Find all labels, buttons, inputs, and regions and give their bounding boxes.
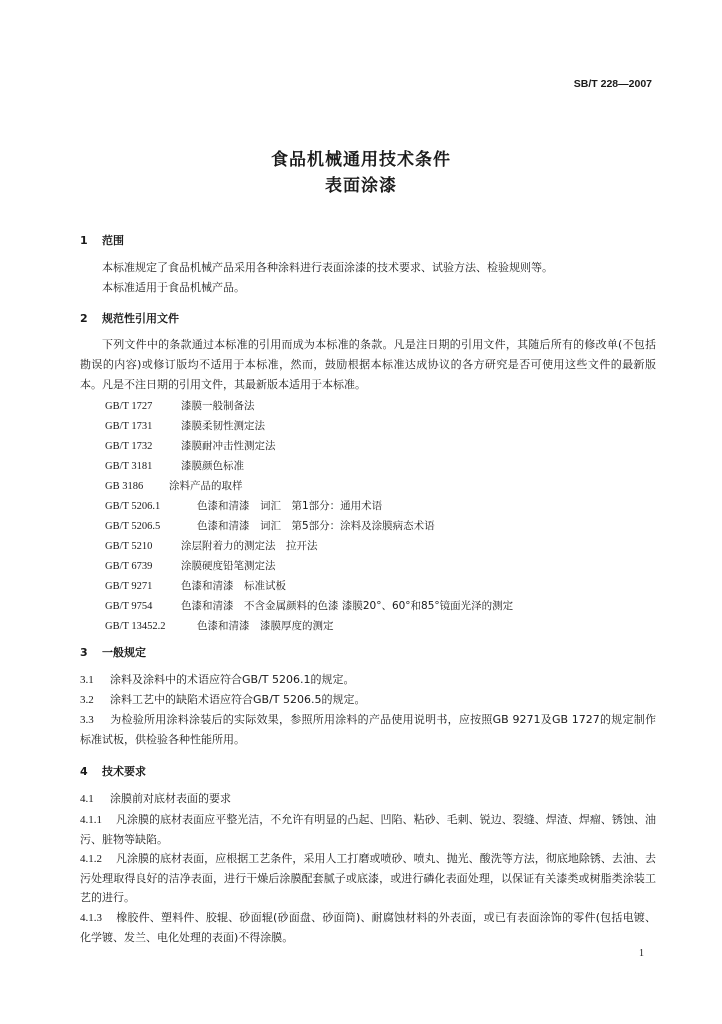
- scope-paragraph-1: 本标准规定了食品机械产品采用各种涂料进行表面涂漆的技术要求、试验方法、检验规则等。: [102, 261, 553, 274]
- subsection-heading-4-1: [80, 790, 231, 806]
- section-heading-normative-references: [80, 310, 179, 326]
- reference-code: GB/T 13452.2: [105, 621, 166, 632]
- clause-number: 4.1.3: [80, 912, 102, 924]
- reference-code: GB/T 9754: [105, 601, 153, 612]
- reference-title: 色漆和清漆 漆膜厚度的测定: [197, 620, 334, 632]
- clause-number: 3.2: [80, 694, 94, 706]
- reference-item: [105, 458, 244, 473]
- section-number: 2: [80, 312, 88, 325]
- section-number: 3: [80, 646, 88, 659]
- subsection-title: 涂膜前对底材表面的要求: [110, 792, 231, 805]
- reference-code: GB/T 5206.1: [105, 501, 161, 512]
- reference-code: GB/T 5210: [105, 541, 153, 552]
- clause-text: 凡涂膜的底材表面应平整光洁，不允许有明显的凸起、凹陷、粘砂、毛刺、锐边、裂缝、焊渣、焊瘤、锈蚀、油污、脏物等缺陷。: [80, 813, 656, 846]
- reference-title: 漆膜一般制备法: [181, 400, 255, 412]
- clause-text: 橡胶件、塑料件、胶辊、砂面辊(砂面盘、砂面筒)、耐腐蚀材料的外表面，或已有表面涂饰的零件(包括电镀、化学镀、发兰、电化处理的表面)不得涂膜。: [80, 911, 656, 944]
- document-title: 食品机械通用技术条件: [271, 150, 451, 170]
- reference-title: 色漆和清漆 标准试板: [181, 580, 286, 592]
- reference-title: 涂层附着力的测定法 拉开法: [181, 540, 318, 552]
- section-title: 规范性引用文件: [102, 312, 179, 325]
- clause-text: 涂料工艺中的缺陷术语应符合GB/T 5206.5的规定。: [110, 693, 366, 706]
- clause-number: 4.1: [80, 793, 94, 805]
- section-heading-scope: [80, 232, 124, 248]
- reference-item: [105, 478, 243, 493]
- reference-item: [105, 538, 318, 553]
- standard-code: SB/T 228—2007: [573, 78, 652, 90]
- clause-4-1-2: [80, 849, 656, 907]
- references-intro: 下列文件中的条款通过本标准的引用而成为本标准的条款。凡是注日期的引用文件，其随后所有的修改单(不包括勘误的内容)或修订版均不适用于本标准，然而，鼓励根据本标准达成协议的各方研究是否可使用这些文件的最新版本。凡是不注日期的引用文件，其最新版本适用于本标准。: [80, 338, 656, 391]
- reference-item: [105, 578, 286, 593]
- clause-4-1-3: [80, 908, 656, 947]
- reference-code: GB/T 6739: [105, 561, 153, 572]
- reference-title: 漆膜颜色标准: [181, 460, 244, 472]
- reference-title: 涂料产品的取样: [169, 480, 243, 492]
- clause-number: 4.1.2: [80, 853, 102, 865]
- reference-item: [105, 418, 265, 433]
- clause-4-1-1: [80, 810, 656, 849]
- reference-code: GB/T 1731: [105, 421, 153, 432]
- clause-3-3: [80, 710, 656, 749]
- clause-text: 涂料及涂料中的术语应符合GB/T 5206.1的规定。: [110, 673, 355, 686]
- reference-code: GB/T 5206.5: [105, 521, 161, 532]
- reference-code: GB 3186: [105, 481, 144, 492]
- reference-item: [105, 498, 382, 513]
- clause-number: 4.1.1: [80, 814, 102, 826]
- reference-title: 涂膜硬度铅笔测定法: [181, 560, 276, 572]
- section-number: 1: [80, 234, 88, 247]
- reference-title: 色漆和清漆 不含金属颜料的色漆 漆膜20°、60°和85°镜面光泽的测定: [181, 600, 514, 612]
- page-number: 1: [639, 948, 644, 959]
- scope-paragraph-2: 本标准适用于食品机械产品。: [102, 281, 245, 294]
- reference-title: 漆膜耐冲击性测定法: [181, 440, 276, 452]
- clause-3-1: [80, 670, 656, 690]
- reference-title: 色漆和清漆 词汇 第1部分：通用术语: [197, 500, 383, 512]
- clause-text: 为检验所用涂料涂装后的实际效果，参照所用涂料的产品使用说明书，应按照GB 9271及GB 1727的规定制作标准试板，供检验各种性能所用。: [80, 713, 656, 746]
- reference-item: [105, 438, 276, 453]
- reference-code: GB/T 9271: [105, 581, 153, 592]
- document-subtitle: 表面涂漆: [325, 176, 397, 196]
- section-number: 4: [80, 765, 88, 778]
- reference-title: 色漆和清漆 词汇 第5部分：涂料及涂膜病态术语: [197, 520, 435, 532]
- reference-title: 漆膜柔韧性测定法: [181, 420, 265, 432]
- section-title: 范围: [102, 234, 124, 247]
- clause-text: 凡涂膜的底材表面，应根据工艺条件，采用人工打磨或喷砂、喷丸、抛光、酸洗等方法，彻底地除锈、去油、去污处理取得良好的洁净表面，进行干燥后涂膜配套腻子或底漆，或进行磷化表面处理，以保证有关漆类或树脂类涂装工艺的进行。: [80, 852, 656, 904]
- clause-number: 3.1: [80, 674, 94, 686]
- section-heading-technical-requirements: [80, 763, 146, 779]
- clause-3-2: [80, 690, 656, 710]
- reference-item: [105, 618, 334, 633]
- reference-item: [105, 558, 276, 573]
- reference-code: GB/T 1727: [105, 401, 153, 412]
- reference-code: GB/T 3181: [105, 461, 153, 472]
- section-title: 技术要求: [102, 765, 146, 778]
- section-title: 一般规定: [102, 646, 146, 659]
- section-heading-general-provisions: [80, 644, 146, 660]
- reference-item: [105, 518, 435, 533]
- reference-item: [105, 398, 255, 413]
- reference-code: GB/T 1732: [105, 441, 153, 452]
- reference-item: [105, 598, 513, 613]
- clause-number: 3.3: [80, 714, 94, 726]
